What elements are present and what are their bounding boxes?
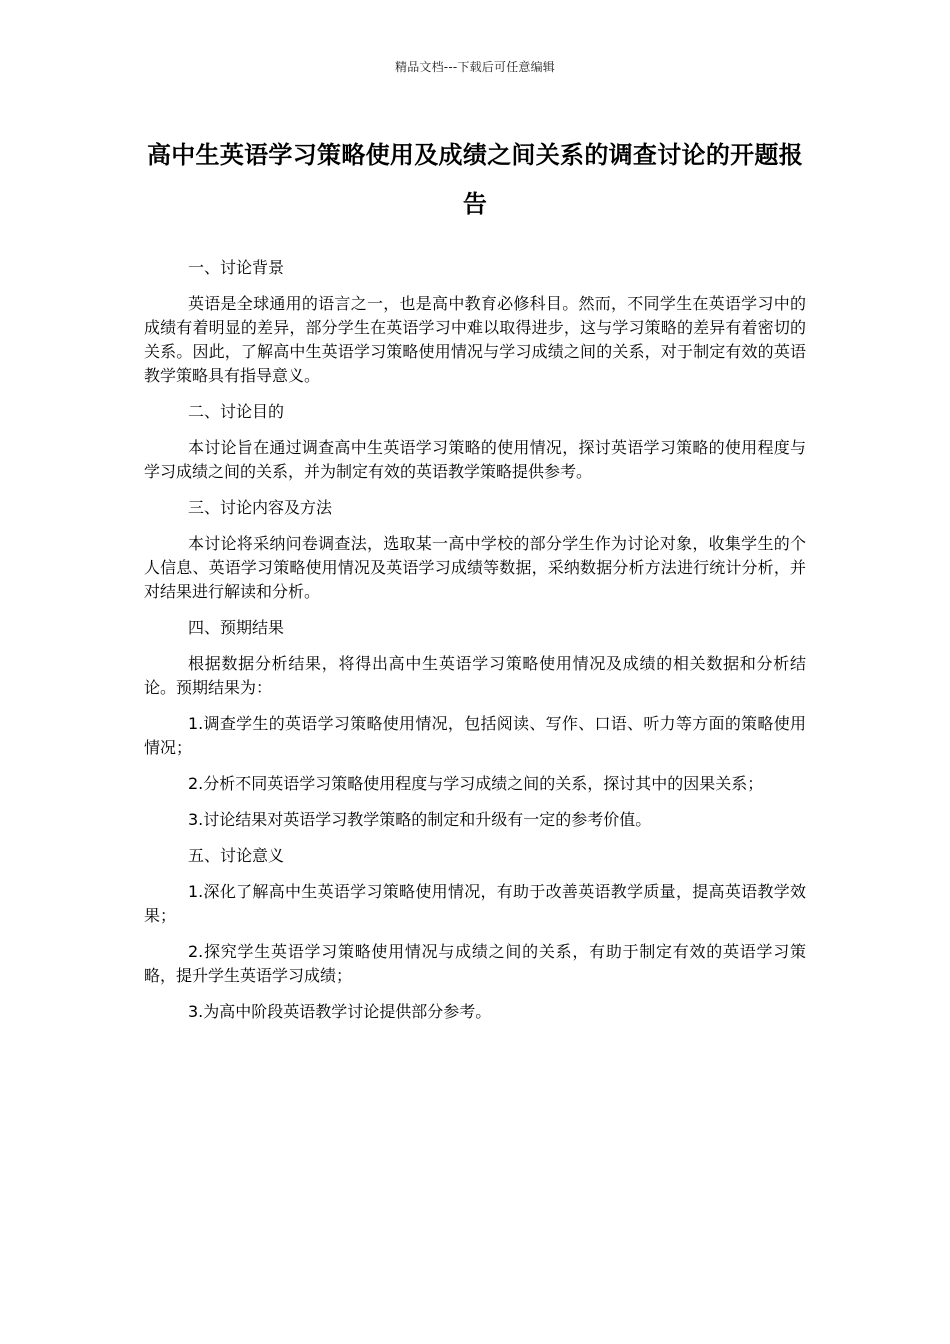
section-heading-background: 一、讨论背景 [188, 258, 285, 277]
header-note: 精品文档---下载后可任意编辑 [395, 60, 555, 74]
section-heading-significance: 五、讨论意义 [188, 846, 285, 865]
paragraph-purpose: 本讨论旨在通过调查高中生英语学习策略的使用情况，探讨英语学习策略的使用程度与学习成绩之间的关系，并为制定有效的英语教学策略提供参考。 [144, 438, 806, 481]
section-heading-content-method: 三、讨论内容及方法 [188, 498, 333, 517]
list-item-expected-2: 2.分析不同英语学习策略使用程度与学习成绩之间的关系，探讨其中的因果关系； [188, 774, 764, 793]
paragraph-content-method: 本讨论将采纳问卷调查法，选取某一高中学校的部分学生作为讨论对象，收集学生的个人信息、英语学习策略使用情况及英语学习成绩等数据，采纳数据分析方法进行统计分析，并对结果进行解读和分析。 [144, 534, 806, 601]
paragraph-expected: 根据数据分析结果，将得出高中生英语学习策略使用情况及成绩的相关数据和分析结论。预期结果为： [144, 654, 806, 697]
list-item-significance-2: 2.探究学生英语学习策略使用情况与成绩之间的关系，有助于制定有效的英语学习策略，提升学生英语学习成绩； [144, 942, 806, 985]
list-item-significance-1: 1.深化了解高中生英语学习策略使用情况，有助于改善英语教学质量，提高英语教学效果； [144, 882, 806, 925]
document-body [144, 256, 806, 1036]
list-item-significance-3: 3.为高中阶段英语教学讨论提供部分参考。 [188, 1002, 492, 1021]
document-title: 高中生英语学习策略使用及成绩之间关系的调查讨论的开题报告 [146, 141, 804, 218]
list-item-expected-3: 3.讨论结果对英语学习教学策略的制定和升级有一定的参考价值。 [188, 810, 652, 829]
section-heading-purpose: 二、讨论目的 [188, 402, 285, 421]
paragraph-background: 英语是全球通用的语言之一，也是高中教育必修科目。然而，不同学生在英语学习中的成绩有着明显的差异，部分学生在英语学习中难以取得进步，这与学习策略的差异有着密切的关系。因此，了解高中生英语学习策略使用情况与学习成绩之间的关系，对于制定有效的英语教学策略具有指导意义。 [144, 294, 806, 385]
section-heading-expected: 四、预期结果 [188, 618, 285, 637]
list-item-expected-1: 1.调查学生的英语学习策略使用情况，包括阅读、写作、口语、听力等方面的策略使用情况； [144, 714, 806, 757]
